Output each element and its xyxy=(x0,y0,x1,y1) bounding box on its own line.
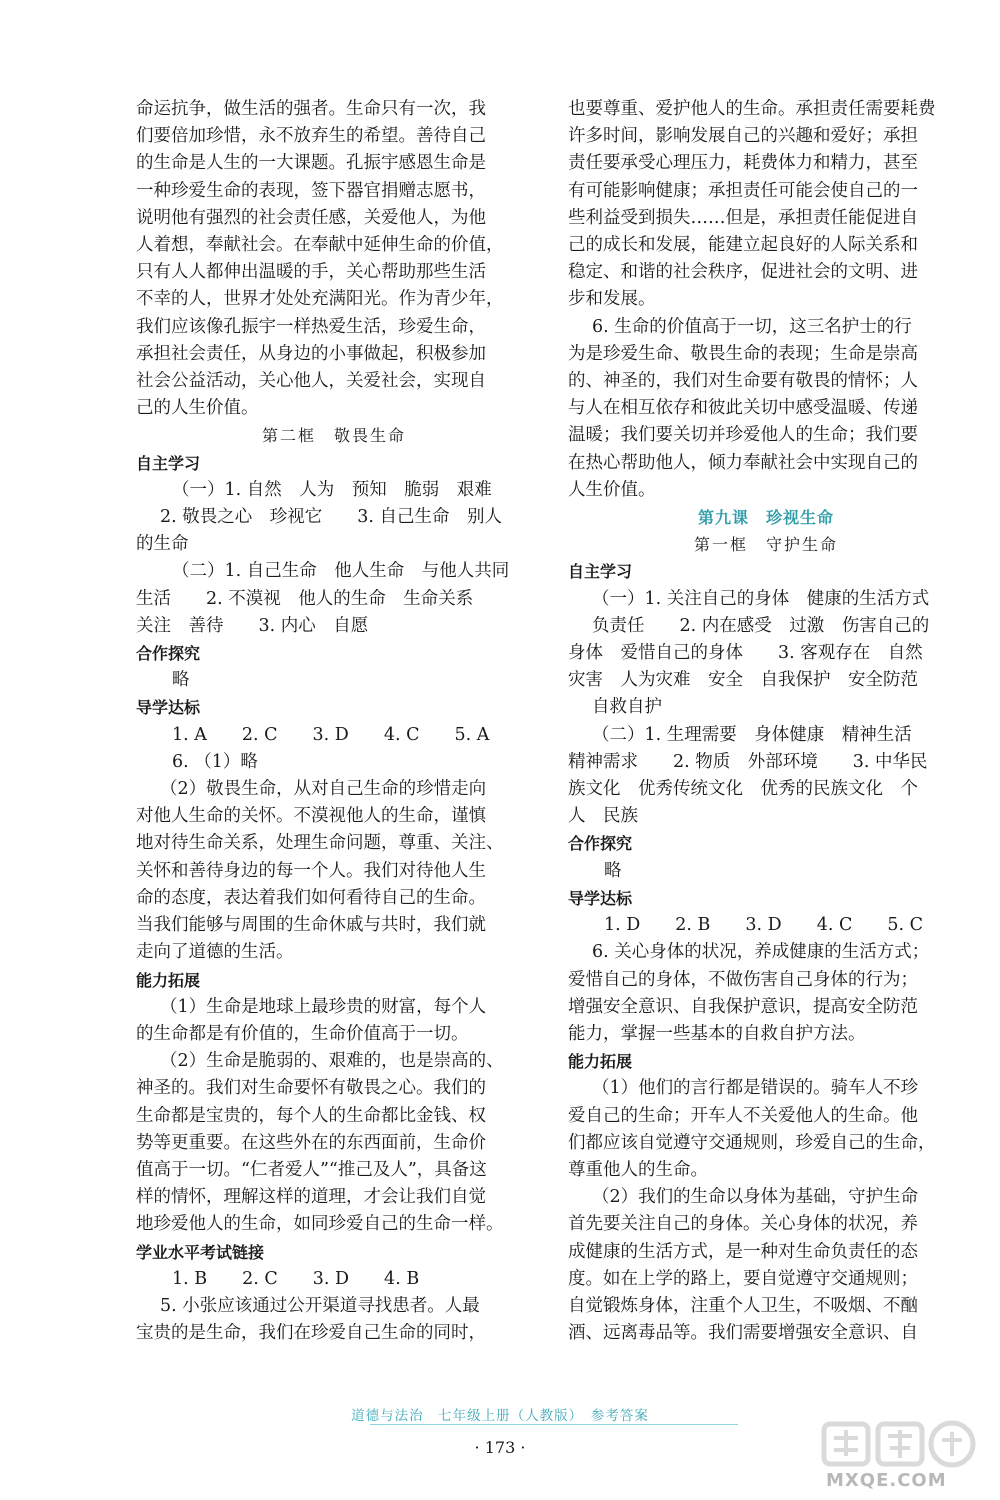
text-line: 2. 敬畏之心 珍视它 3. 自己生命 别人 xyxy=(160,507,503,528)
text-line: 走向了道德的生活。 xyxy=(136,942,294,963)
section-heading: 能力拓展 xyxy=(568,1052,633,1072)
text-line: 与人在相互依存和彼此关切中感受温暖、传递 xyxy=(568,398,918,419)
text-line: 一种珍爱生命的表现，签下器官捐赠志愿书， xyxy=(136,180,486,201)
text-line: 地珍爱他人的生命，如同珍爱自己的生命一样。 xyxy=(136,1214,504,1235)
text-line: 略 xyxy=(172,670,190,691)
text-line: 为是珍爱生命、敬畏生命的表现；生命是崇高 xyxy=(568,343,918,364)
page-number: · 173 · xyxy=(474,1438,526,1457)
section-heading: 自主学习 xyxy=(136,453,201,473)
text-line: 1. A 2. C 3. D 4. C 5. A xyxy=(172,724,490,745)
text-line: 稳定、和谐的社会秩序，促进社会的文明、进 xyxy=(568,262,918,283)
text-line: 不幸的人，世界才处处充满阳光。作为青少年， xyxy=(136,289,504,310)
text-line: 势等更重要。在这些外在的东西面前，生命价 xyxy=(136,1132,486,1153)
text-line: 6. 关心身体的状况，养成健康的生活方式； xyxy=(592,942,930,963)
text-line: （二）1. 自己生命 他人生命 与他人共同 xyxy=(172,561,510,582)
text-line: 温暖；我们要关切并珍爱他人的生命；我们要 xyxy=(568,425,918,446)
text-line: 的、神圣的，我们对生命要有敬畏的情怀；人 xyxy=(568,371,918,392)
text-line: 1. B 2. C 3. D 4. B xyxy=(172,1268,420,1289)
text-line: 增强安全意识、自我保护意识，提高安全防范 xyxy=(568,996,918,1017)
text-line: 成健康的生活方式，是一种对生命负责任的态 xyxy=(568,1241,918,1262)
text-line: 地对待生命关系，处理生命问题，尊重、关注、 xyxy=(136,833,504,854)
right-column xyxy=(568,96,964,1347)
text-line: 能力，掌握一些基本的自救自护方法。 xyxy=(568,1023,866,1044)
text-line: 5. 小张应该通过公开渠道寻找患者。人最 xyxy=(160,1295,480,1316)
text-line: 自救自护 xyxy=(592,697,662,718)
subsection-title: 第二框 敬畏生命 xyxy=(261,426,406,446)
text-line: 说明他有强烈的社会责任感，关爱他人，为他 xyxy=(136,207,486,228)
text-line: 的生命 xyxy=(136,534,189,555)
section-heading: 导学达标 xyxy=(568,888,633,908)
text-line: 人着想，奉献社会。在奉献中延伸生命的价值， xyxy=(136,235,504,256)
text-line: 负责任 2. 内在感受 过激 伤害自己的 xyxy=(592,615,930,636)
text-line: 身体 爱惜自己的身体 3. 客观存在 自然 xyxy=(568,643,923,664)
watermark-url: MXQE.COM xyxy=(826,1470,947,1491)
text-line: 爱惜自己的身体，不做伤害自己身体的行为； xyxy=(568,969,918,990)
text-line: （一）1. 自然 人为 预知 脆弱 艰难 xyxy=(172,479,492,500)
text-line: 人生价值。 xyxy=(568,479,656,500)
text-line: 关注 善待 3. 内心 自愿 xyxy=(136,615,369,636)
text-line: 的生命都是有价值的，生命价值高于一切。 xyxy=(136,1023,469,1044)
text-line: 尊重他人的生命。 xyxy=(568,1159,708,1180)
section-heading: 能力拓展 xyxy=(136,970,201,990)
text-line: 自觉锻炼身体，注重个人卫生，不吸烟、不酗 xyxy=(568,1295,918,1316)
footer-rule xyxy=(370,1424,738,1425)
text-line: 有可能影响健康；承担责任可能会使自己的一 xyxy=(568,180,918,201)
text-line: 宝贵的是生命，我们在珍爱自己生命的同时， xyxy=(136,1323,486,1344)
section-heading: 合作探究 xyxy=(568,834,633,854)
text-line: 样的情怀，理解这样的道理，才会让我们自觉 xyxy=(136,1187,486,1208)
text-line: （2）敬畏生命，从对自己生命的珍惜走向 xyxy=(160,779,487,800)
text-line: 生活 2. 不漠视 他人的生命 生命关系 xyxy=(136,588,474,609)
text-line: 承担社会责任，从身边的小事做起，积极参加 xyxy=(136,343,486,364)
subsection-title: 第一框 守护生命 xyxy=(693,535,838,555)
text-line: 6. 生命的价值高于一切，这三名护士的行 xyxy=(592,316,912,337)
text-line: 步和发展。 xyxy=(568,289,656,310)
text-line: 6. （1）略 xyxy=(172,751,258,772)
section-heading: 导学达标 xyxy=(136,698,201,718)
text-line: 的生命是人生的一大课题。孔振宇感恩生命是 xyxy=(136,153,486,174)
text-line: 族文化 优秀传统文化 优秀的民族文化 个 xyxy=(568,779,918,800)
text-line: 们都应该自觉遵守交通规则，珍爱自己的生命， xyxy=(568,1132,936,1153)
section-heading: 学业水平考试链接 xyxy=(136,1242,265,1262)
text-line: 灾害 人为灾难 安全 自我保护 安全防范 xyxy=(568,670,918,691)
text-line: 许多时间，影响发展自己的兴趣和爱好；承担 xyxy=(568,126,918,147)
text-line: 爱自己的生命；开车人不关爱他人的生命。他 xyxy=(568,1105,918,1126)
section-heading: 合作探究 xyxy=(136,644,201,664)
text-line: （2）我们的生命以身体为基础，守护生命 xyxy=(592,1187,919,1208)
text-line: 我们应该像孔振宇一样热爱生活，珍爱生命， xyxy=(136,316,486,337)
lesson-title: 第九课 珍视生命 xyxy=(697,508,834,528)
text-line: 在热心帮助他人，倾力奉献社会中实现自己的 xyxy=(568,452,918,473)
text-line: 己的人生价值。 xyxy=(136,398,259,419)
text-line: （一）1. 关注自己的身体 健康的生活方式 xyxy=(592,588,930,609)
text-line: 当我们能够与周围的生命休戚与共时，我们就 xyxy=(136,915,486,936)
left-column xyxy=(136,96,532,1347)
text-line: 酒、远离毒品等。我们需要增强安全意识、自 xyxy=(568,1323,918,1344)
text-line: 己的成长和发展，能建立起良好的人际关系和 xyxy=(568,235,918,256)
text-line: 生命都是宝贵的，每个人的生命都比金钱、权 xyxy=(136,1105,486,1126)
text-line: 些利益受到损失……但是，承担责任能促进自 xyxy=(568,207,918,228)
text-line: 神圣的。我们对生命要怀有敬畏之心。我们的 xyxy=(136,1078,486,1099)
text-line: 首先要关注自己的身体。关心身体的状况，养 xyxy=(568,1214,918,1235)
text-line: （1）他们的言行都是错误的。骑车人不珍 xyxy=(592,1078,919,1099)
text-line: 们要倍加珍惜，永不放弃生的希望。善待自己 xyxy=(136,126,486,147)
text-line: 精神需求 2. 物质 外部环境 3. 中华民 xyxy=(568,751,928,772)
text-line: （1）生命是地球上最珍贵的财富，每个人 xyxy=(160,996,487,1017)
text-line: 略 xyxy=(604,860,622,881)
text-line: 关怀和善待身边的每一个人。我们对待他人生 xyxy=(136,860,486,881)
text-line: 1. D 2. B 3. D 4. C 5. C xyxy=(604,915,923,936)
text-line: 责任要承受心理压力，耗费体力和精力，甚至 xyxy=(568,153,918,174)
text-line: 命运抗争，做生活的强者。生命只有一次，我 xyxy=(136,99,486,119)
text-line: 只有人人都伸出温暖的手，关心帮助那些生活 xyxy=(136,262,486,283)
text-line: 度。如在上学的路上，要自觉遵守交通规则； xyxy=(568,1268,918,1289)
section-heading: 自主学习 xyxy=(568,562,633,582)
text-line: 对他人生命的关怀。不漠视他人的生命，谨慎 xyxy=(136,806,486,827)
text-line: （二）1. 生理需要 身体健康 精神生活 xyxy=(592,724,912,745)
text-line: 命的态度，表达着我们如何看待自己的生命。 xyxy=(136,887,486,908)
text-line: 社会公益活动，关心他人，关爱社会，实现自 xyxy=(136,371,486,392)
footer-text: 道德与法治 七年级上册（人教版） 参考答案 xyxy=(351,1408,649,1424)
text-line: 人 民族 xyxy=(568,806,638,827)
text-line: 也要尊重、爱护他人的生命。承担责任需要耗费 xyxy=(568,99,936,119)
text-line: （2）生命是脆弱的、艰难的，也是崇高的、 xyxy=(160,1051,504,1072)
text-line: 值高于一切。“仁者爱人”“推己及人”，具备这 xyxy=(136,1159,487,1180)
